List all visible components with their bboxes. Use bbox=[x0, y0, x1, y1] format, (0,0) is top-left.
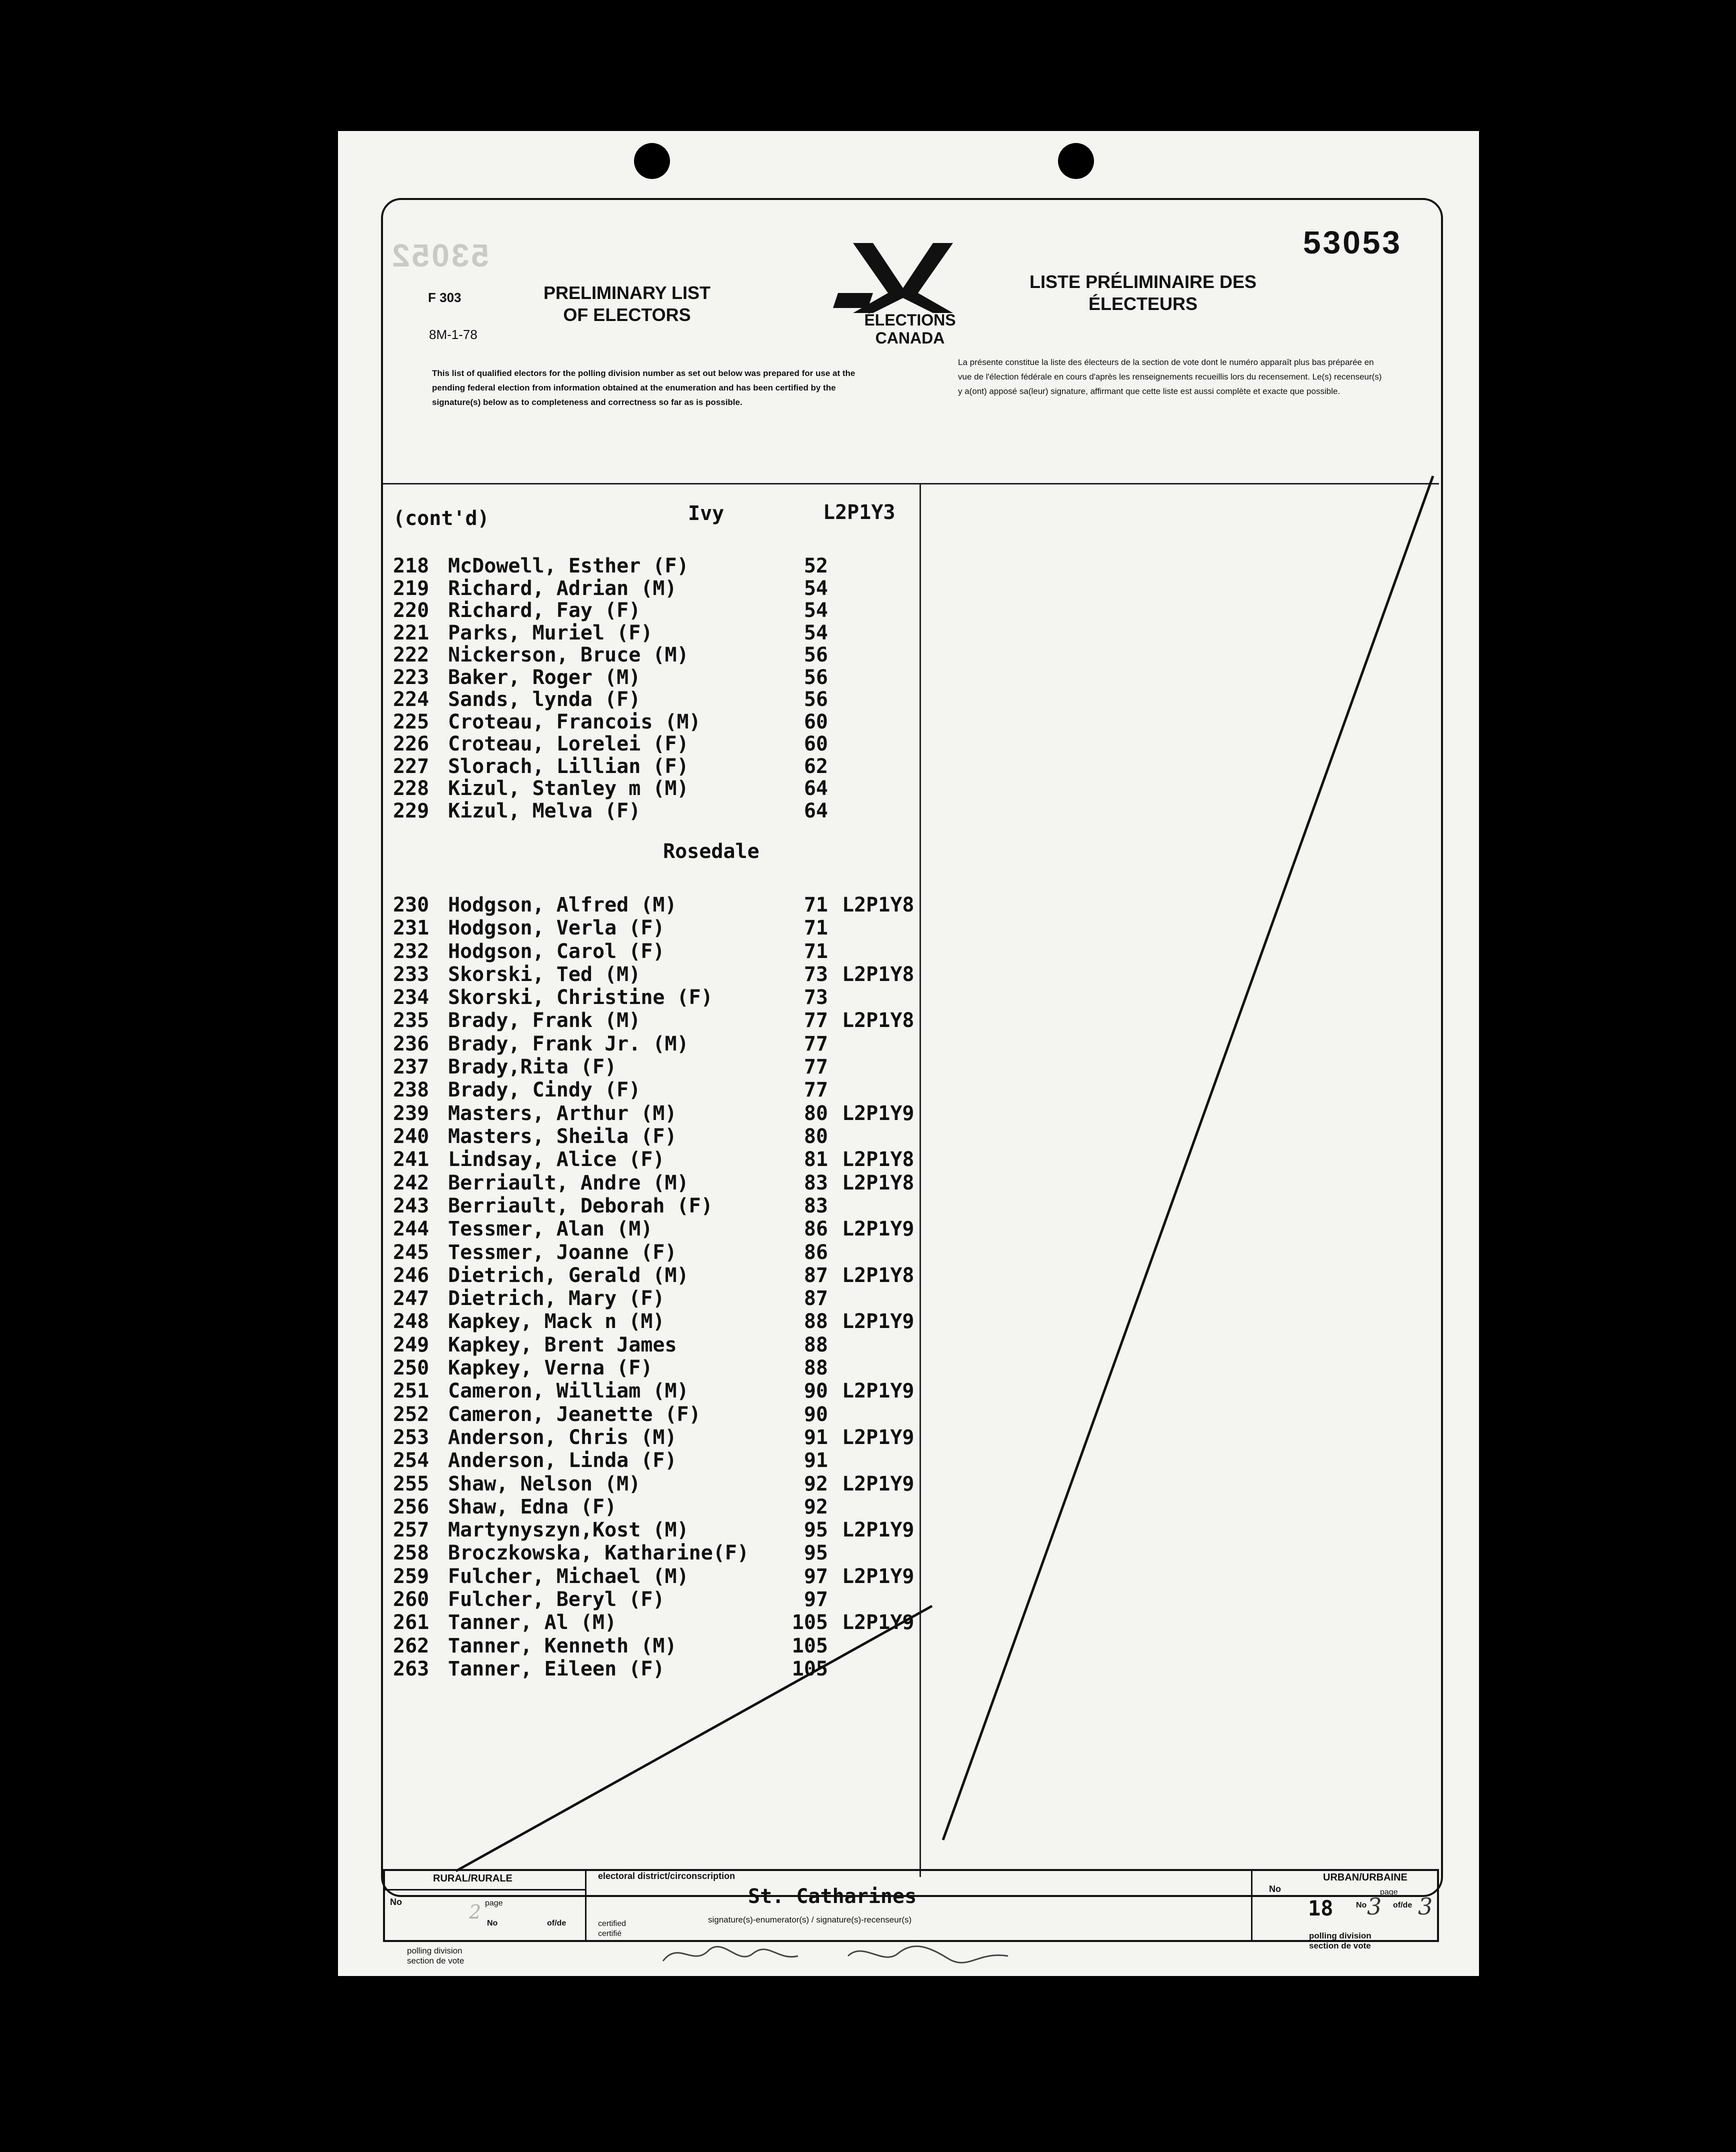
street-number: 54 bbox=[804, 577, 828, 600]
street-number: 83 bbox=[804, 1172, 828, 1194]
street-number: 60 bbox=[804, 732, 828, 756]
elector-number: 225 bbox=[393, 710, 430, 734]
enumerator-signatures bbox=[648, 1931, 1028, 1976]
street-number: 86 bbox=[804, 1241, 828, 1264]
elector-name: Cameron, Jeanette (F) bbox=[448, 1403, 701, 1426]
rural-number: 2 bbox=[469, 1901, 482, 1923]
page-number: 3 bbox=[1367, 1893, 1382, 1920]
street-number: 77 bbox=[804, 1032, 828, 1056]
elector-number: 244 bbox=[393, 1218, 430, 1240]
elector-name: Dietrich, Gerald (M) bbox=[448, 1264, 689, 1287]
elector-name: Slorach, Lillian (F) bbox=[448, 755, 689, 778]
street-number: 56 bbox=[804, 666, 828, 689]
street-number: 88 bbox=[804, 1356, 828, 1380]
elector-number: 220 bbox=[393, 599, 430, 622]
street-number: 73 bbox=[804, 963, 828, 986]
elector-number: 251 bbox=[393, 1380, 430, 1402]
rural-no-label: No bbox=[390, 1897, 402, 1907]
street-number: 91 bbox=[804, 1449, 828, 1472]
elector-number: 254 bbox=[393, 1449, 430, 1472]
elector-name: Kapkey, Brent James bbox=[448, 1334, 677, 1356]
street-number: 87 bbox=[804, 1287, 828, 1310]
elector-number: 229 bbox=[393, 800, 430, 822]
elector-name: Anderson, Linda (F) bbox=[448, 1449, 677, 1472]
street-number: 71 bbox=[804, 916, 828, 940]
elector-name: Baker, Roger (M) bbox=[448, 666, 641, 689]
postal-code: L2P1Y9 bbox=[842, 1102, 914, 1125]
district-name: St. Catharines bbox=[748, 1885, 917, 1908]
elector-name: Nickerson, Bruce (M) bbox=[448, 644, 689, 666]
elector-number: 242 bbox=[393, 1172, 430, 1194]
postal-code: L2P1Y9 bbox=[842, 1565, 914, 1588]
elector-name: Dietrich, Mary (F) bbox=[448, 1287, 665, 1310]
elector-number: 223 bbox=[393, 666, 430, 689]
footer-rule bbox=[1251, 1869, 1252, 1942]
elector-name: Hodgson, Carol (F) bbox=[448, 940, 665, 963]
agency-name: ÉLECTIONS CANADA bbox=[864, 311, 956, 347]
elector-number: 250 bbox=[393, 1356, 430, 1380]
street-number: 71 bbox=[804, 894, 828, 916]
street-number: 81 bbox=[804, 1148, 828, 1171]
postal-code: L2P1Y8 bbox=[842, 894, 914, 916]
elector-number: 259 bbox=[393, 1565, 430, 1588]
certified-label: certified certifié bbox=[598, 1920, 626, 1938]
elector-name: Broczkowska, Katharine(F) bbox=[448, 1542, 750, 1564]
polling-division-number: 18 bbox=[1308, 1896, 1334, 1920]
elector-name: Kizul, Melva (F) bbox=[448, 800, 641, 822]
polling-label-right: polling division section de vote bbox=[1309, 1931, 1372, 1950]
rural-page-no-label: No bbox=[487, 1919, 498, 1928]
elector-number: 221 bbox=[393, 622, 430, 644]
postal-code: L2P1Y9 bbox=[842, 1380, 914, 1402]
elector-name: Masters, Arthur (M) bbox=[448, 1102, 677, 1125]
elector-name: Tanner, Al (M) bbox=[448, 1611, 617, 1634]
elector-number: 261 bbox=[393, 1611, 430, 1634]
street-name: Rosedale bbox=[663, 840, 760, 863]
street-number: 90 bbox=[804, 1380, 828, 1402]
elector-number: 249 bbox=[393, 1334, 430, 1356]
elector-name: Shaw, Edna (F) bbox=[448, 1496, 617, 1518]
street-number: 86 bbox=[804, 1218, 828, 1240]
postal-code: L2P1Y9 bbox=[842, 1518, 914, 1542]
elector-number: 227 bbox=[393, 755, 430, 778]
street-number: 87 bbox=[804, 1264, 828, 1287]
form-page bbox=[338, 131, 1479, 1976]
elector-name: Brady, Frank Jr. (M) bbox=[448, 1032, 689, 1056]
street-number: 60 bbox=[804, 710, 828, 734]
footer-rule bbox=[383, 1869, 385, 1942]
elector-number: 255 bbox=[393, 1472, 430, 1496]
description-french: La présente constitue la liste des électeurs de la section de vote dont le numéro apparaît plus bas préparée en vue de l'élection fédérale en cours d'après les renseignements recueillis lors du recensement. Le(s) recenseur(s) y a(ont) apposé sa(leur) signature, affirmant que cette liste est aussi complète et exacte que possible. bbox=[958, 358, 1382, 396]
street-number: 97 bbox=[804, 1565, 828, 1588]
street-number: 77 bbox=[804, 1009, 828, 1032]
elector-number: 241 bbox=[393, 1148, 430, 1171]
urban-label: URBAN/URBAINE bbox=[1323, 1872, 1408, 1883]
elector-number: 246 bbox=[393, 1264, 430, 1287]
page-total: 3 bbox=[1418, 1893, 1433, 1920]
postal-code: L2P1Y8 bbox=[842, 1009, 914, 1032]
title-english: PRELIMINARY LIST OF ELECTORS bbox=[543, 282, 711, 325]
elector-name: Hodgson, Verla (F) bbox=[448, 916, 665, 940]
elector-number: 239 bbox=[393, 1102, 430, 1125]
elector-number: 218 bbox=[393, 554, 430, 578]
street-number: 88 bbox=[804, 1334, 828, 1356]
elector-name: Kapkey, Verna (F) bbox=[448, 1356, 653, 1380]
street-number: 95 bbox=[804, 1518, 828, 1542]
street-number: 105 bbox=[792, 1611, 828, 1634]
elector-number: 247 bbox=[393, 1287, 430, 1310]
postal-code: L2P1Y9 bbox=[842, 1472, 914, 1496]
postal-code: L2P1Y8 bbox=[842, 963, 914, 986]
rural-of-label: of/de bbox=[547, 1919, 566, 1928]
cancellation-lines bbox=[338, 131, 1479, 1976]
elector-number: 262 bbox=[393, 1634, 430, 1658]
elector-name: Lindsay, Alice (F) bbox=[448, 1148, 665, 1171]
elector-number: 240 bbox=[393, 1125, 430, 1148]
street-number: 56 bbox=[804, 688, 828, 711]
street-name: Ivy bbox=[688, 502, 724, 525]
street-number: 77 bbox=[804, 1078, 828, 1102]
elector-name: Croteau, Lorelei (F) bbox=[448, 732, 689, 756]
elector-name: Shaw, Nelson (M) bbox=[448, 1472, 641, 1496]
elector-name: Fulcher, Michael (M) bbox=[448, 1565, 689, 1588]
elector-name: Richard, Fay (F) bbox=[448, 599, 641, 622]
street-number: 64 bbox=[804, 800, 828, 822]
elector-name: Kizul, Stanley m (M) bbox=[448, 777, 689, 800]
description-english: This list of qualified electors for the polling division number as set out below was prepared for use at the pending federal election from information obtained at the enumeration and has been certified by the signature(s) below as to completeness and correctness so far as is possible. bbox=[432, 368, 856, 407]
street-postal-code: L2P1Y3 bbox=[823, 501, 896, 524]
elector-number: 253 bbox=[393, 1426, 430, 1449]
street-number: 77 bbox=[804, 1056, 828, 1078]
elector-name: Hodgson, Alfred (M) bbox=[448, 894, 677, 916]
signature-label: signature(s)-enumerator(s) / signature(s)-recenseur(s) bbox=[708, 1915, 912, 1924]
continued-label: (cont'd) bbox=[393, 507, 490, 530]
elector-name: Richard, Adrian (M) bbox=[448, 577, 677, 600]
street-number: 56 bbox=[804, 644, 828, 666]
elector-name: Brady,Rita (F) bbox=[448, 1056, 617, 1078]
elector-number: 243 bbox=[393, 1194, 430, 1218]
postal-code: L2P1Y9 bbox=[842, 1426, 914, 1449]
postal-code: L2P1Y8 bbox=[842, 1172, 914, 1194]
street-number: 73 bbox=[804, 986, 828, 1009]
street-number: 64 bbox=[804, 777, 828, 800]
elector-name: Anderson, Chris (M) bbox=[448, 1426, 677, 1449]
street-number: 54 bbox=[804, 599, 828, 622]
street-number: 88 bbox=[804, 1310, 828, 1333]
elector-number: 228 bbox=[393, 777, 430, 800]
elector-name: Tanner, Kenneth (M) bbox=[448, 1634, 677, 1658]
elector-number: 234 bbox=[393, 986, 430, 1009]
footer-rule bbox=[383, 1889, 585, 1890]
urban-no-label: No bbox=[1269, 1884, 1281, 1894]
elector-number: 258 bbox=[393, 1542, 430, 1564]
elector-number: 222 bbox=[393, 644, 430, 666]
page-no-label: No bbox=[1356, 1901, 1367, 1910]
street-number: 92 bbox=[804, 1496, 828, 1518]
elector-name: Parks, Muriel (F) bbox=[448, 622, 653, 644]
elector-number: 233 bbox=[393, 963, 430, 986]
elector-number: 257 bbox=[393, 1518, 430, 1542]
form-code: F 303 bbox=[428, 290, 462, 305]
postal-code: L2P1Y8 bbox=[842, 1148, 914, 1171]
elector-number: 238 bbox=[393, 1078, 430, 1102]
street-number: 80 bbox=[804, 1125, 828, 1148]
elector-number: 231 bbox=[393, 916, 430, 940]
elector-name: Berriault, Deborah (F) bbox=[448, 1194, 713, 1218]
elector-number: 263 bbox=[393, 1658, 430, 1680]
street-number: 71 bbox=[804, 940, 828, 963]
street-number: 83 bbox=[804, 1194, 828, 1218]
elector-name: Fulcher, Beryl (F) bbox=[448, 1588, 665, 1611]
street-number: 80 bbox=[804, 1102, 828, 1125]
elector-number: 237 bbox=[393, 1056, 430, 1078]
of-label: of/de bbox=[1393, 1901, 1412, 1910]
elector-name: Skorski, Christine (F) bbox=[448, 986, 713, 1009]
polling-label-left: polling division section de vote bbox=[407, 1946, 464, 1966]
street-number: 105 bbox=[792, 1634, 828, 1658]
rural-label: RURAL/RURALE bbox=[433, 1873, 512, 1884]
title-french: LISTE PRÉLIMINAIRE DES ÉLECTEURS bbox=[1029, 272, 1257, 314]
street-number: 52 bbox=[804, 554, 828, 578]
footer-rule bbox=[585, 1869, 586, 1942]
street-number: 92 bbox=[804, 1472, 828, 1496]
elector-number: 248 bbox=[393, 1310, 430, 1333]
footer-rule bbox=[1437, 1869, 1439, 1942]
street-number: 90 bbox=[804, 1403, 828, 1426]
elector-number: 252 bbox=[393, 1403, 430, 1426]
street-number: 91 bbox=[804, 1426, 828, 1449]
elector-number: 230 bbox=[393, 894, 430, 916]
district-label: electoral district/circonscription bbox=[598, 1871, 736, 1881]
elector-number: 226 bbox=[393, 732, 430, 756]
elector-number: 236 bbox=[393, 1032, 430, 1056]
street-number: 105 bbox=[792, 1658, 828, 1680]
elector-name: Tanner, Eileen (F) bbox=[448, 1658, 665, 1680]
postal-code: L2P1Y9 bbox=[842, 1310, 914, 1333]
postal-code: L2P1Y8 bbox=[842, 1264, 914, 1287]
elector-name: Tessmer, Alan (M) bbox=[448, 1218, 653, 1240]
elector-number: 260 bbox=[393, 1588, 430, 1611]
elector-name: Berriault, Andre (M) bbox=[448, 1172, 689, 1194]
elector-name: Croteau, Francois (M) bbox=[448, 710, 701, 734]
elector-name: Skorski, Ted (M) bbox=[448, 963, 641, 986]
elector-name: Martynyszyn,Kost (M) bbox=[448, 1518, 689, 1542]
elector-number: 219 bbox=[393, 577, 430, 600]
form-date: 8M-1-78 bbox=[429, 327, 478, 342]
elector-name: Tessmer, Joanne (F) bbox=[448, 1241, 677, 1264]
elector-name: McDowell, Esther (F) bbox=[448, 554, 689, 578]
elector-name: Masters, Sheila (F) bbox=[448, 1125, 677, 1148]
elector-name: Kapkey, Mack n (M) bbox=[448, 1310, 665, 1333]
elector-number: 232 bbox=[393, 940, 430, 963]
postal-code: L2P1Y9 bbox=[842, 1218, 914, 1240]
serial-number: 53053 bbox=[1303, 224, 1402, 260]
elector-number: 235 bbox=[393, 1009, 430, 1032]
rural-page-label: page bbox=[485, 1899, 503, 1908]
serial-number-bleedthrough: 53052 bbox=[390, 238, 489, 274]
postal-code: L2P1Y9 bbox=[842, 1611, 914, 1634]
street-number: 97 bbox=[804, 1588, 828, 1611]
elector-name: Brady, Frank (M) bbox=[448, 1009, 641, 1032]
elector-number: 224 bbox=[393, 688, 430, 711]
elector-number: 256 bbox=[393, 1496, 430, 1518]
elector-name: Sands, lynda (F) bbox=[448, 688, 641, 711]
elector-number: 245 bbox=[393, 1241, 430, 1264]
street-number: 95 bbox=[804, 1542, 828, 1564]
elector-name: Cameron, William (M) bbox=[448, 1380, 689, 1402]
street-number: 54 bbox=[804, 622, 828, 644]
urban-page-label: page bbox=[1380, 1888, 1398, 1896]
elector-name: Brady, Cindy (F) bbox=[448, 1078, 641, 1102]
street-number: 62 bbox=[804, 755, 828, 778]
footer-top-rule bbox=[383, 1869, 1439, 1871]
